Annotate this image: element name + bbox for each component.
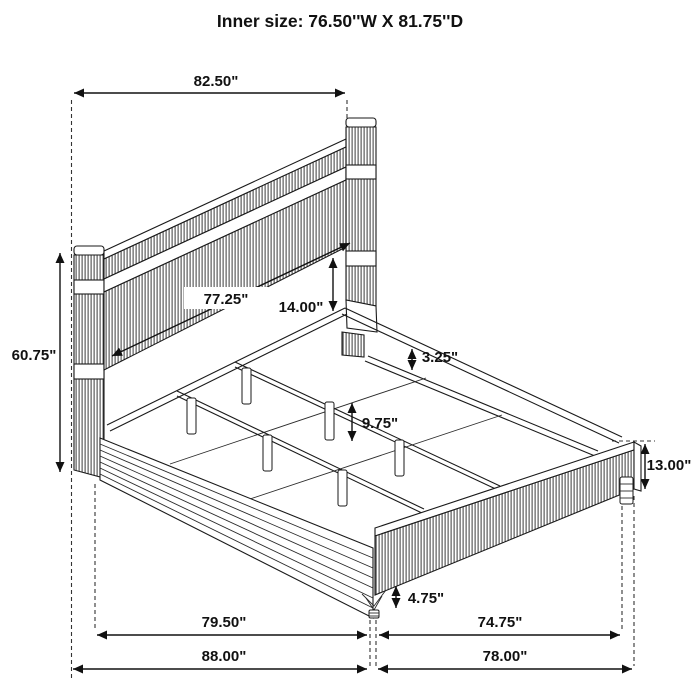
left-post-top-cap — [74, 246, 104, 255]
slat-leg — [395, 440, 404, 476]
dim-label-headboard-width: 82.50" — [193, 73, 239, 90]
dim-label-rail-drop: 3.25" — [421, 349, 459, 366]
headboard-panel — [104, 139, 346, 370]
right-post-top-cap — [346, 118, 376, 127]
right-slat-ledge-rail — [368, 356, 598, 451]
page-title: Inner size: 76.50''W X 81.75''D — [216, 11, 464, 31]
slat-leg — [338, 470, 347, 506]
right-post-accent-band-lower — [346, 251, 376, 266]
slat-leg — [263, 435, 272, 471]
side-rail-contour — [100, 450, 373, 568]
dim-label-side-rail-length: 79.50" — [201, 614, 247, 631]
right-post-body — [346, 127, 376, 306]
dim-label-foot-leg-height: 4.75" — [407, 590, 445, 607]
slat-leg — [242, 368, 251, 404]
dim-label-slat-leg-height: 9.75" — [361, 415, 399, 432]
dim-label-headboard-height: 60.75" — [11, 347, 57, 364]
headboard-right-post — [342, 118, 377, 357]
side-rail-contour — [100, 462, 373, 588]
dim-label-footboard-width: 78.00" — [482, 648, 528, 665]
dim-label-panel-to-rail: 14.00" — [278, 299, 324, 316]
slat-leg — [325, 402, 334, 440]
dim-label-footboard-height: 13.00" — [646, 457, 692, 474]
right-post-accent-band-upper — [346, 165, 376, 179]
slat-leg — [187, 398, 196, 434]
dim-label-panel-width: 77.25" — [203, 291, 249, 308]
footboard-end-cap — [634, 442, 641, 491]
dim-label-overall-depth: 88.00" — [201, 648, 247, 665]
side-rail-contour — [100, 456, 373, 578]
foot-corner-leg — [369, 610, 379, 618]
left-post-accent-band-lower — [74, 364, 104, 379]
footboard-right-leg — [620, 477, 633, 504]
dim-label-foot-inner-width: 74.75" — [477, 614, 523, 631]
left-post-accent-band-upper — [74, 280, 104, 294]
right-post-lower-channel — [342, 332, 364, 357]
